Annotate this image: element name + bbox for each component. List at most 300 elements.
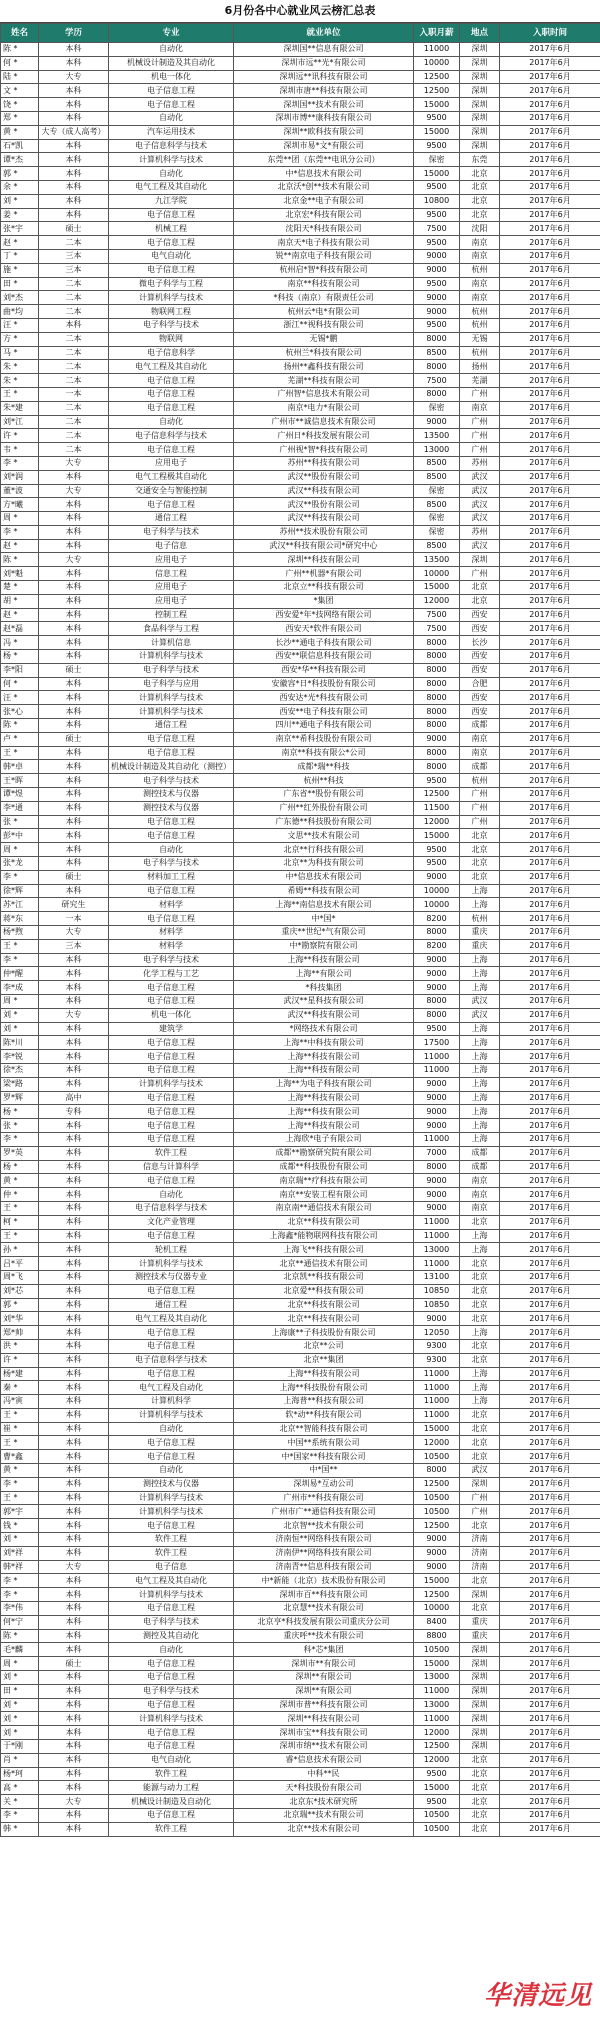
cell-salary: 10850 — [414, 1298, 460, 1312]
cell-major: 电子信息工程 — [109, 912, 234, 926]
cell-major: 自动化 — [109, 43, 234, 57]
cell-company: 北京**集团 — [234, 1353, 414, 1367]
cell-company: 深圳市远**光*有限公司 — [234, 56, 414, 70]
cell-name: 姜 * — [1, 208, 39, 222]
cell-name: 谭*煜 — [1, 788, 39, 802]
cell-name: 李 * — [1, 953, 39, 967]
cell-major: 交通安全与智能控制 — [109, 484, 234, 498]
cell-salary: 17500 — [414, 1036, 460, 1050]
cell-location: 西安 — [460, 650, 500, 664]
cell-education: 本科 — [39, 1615, 109, 1629]
cell-salary: 9000 — [414, 1312, 460, 1326]
cell-company: 杭州云*电*有限公司 — [234, 305, 414, 319]
cell-company: 广东省**股份有限公司 — [234, 788, 414, 802]
cell-salary: 15000 — [414, 98, 460, 112]
cell-company: 中*信息技术有限公司 — [234, 167, 414, 181]
cell-major: 控制工程 — [109, 608, 234, 622]
table-row — [1, 1436, 600, 1450]
cell-name: 杨 * — [1, 650, 39, 664]
cell-company: 四川**通电子科技有限公司 — [234, 719, 414, 733]
cell-location: 北京 — [460, 594, 500, 608]
cell-name: 许 * — [1, 429, 39, 443]
cell-date: 2017年6月 — [500, 1505, 600, 1519]
cell-date: 2017年6月 — [500, 443, 600, 457]
cell-major: 电子信息科学与技术 — [109, 1201, 234, 1215]
cell-major: 电子信息科学 — [109, 346, 234, 360]
cell-name: 罗*英 — [1, 1146, 39, 1160]
cell-education: 硕士 — [39, 222, 109, 236]
cell-education: 硕士 — [39, 870, 109, 884]
cell-major: 电子信息工程 — [109, 236, 234, 250]
cell-location: 深圳 — [460, 1684, 500, 1698]
cell-salary: 保密 — [414, 484, 460, 498]
cell-major: 计算机科学与技术 — [109, 1077, 234, 1091]
cell-company: 北京金**电子有限公司 — [234, 194, 414, 208]
table-row — [1, 953, 600, 967]
cell-location: 深圳 — [460, 1643, 500, 1657]
cell-education: 本科 — [39, 650, 109, 664]
cell-major: 计算机科学与技术 — [109, 705, 234, 719]
cell-company: 西安**电子科技有限公司 — [234, 705, 414, 719]
cell-location: 广州 — [460, 801, 500, 815]
cell-name: 张*心 — [1, 705, 39, 719]
table-row — [1, 567, 600, 581]
cell-date: 2017年6月 — [500, 318, 600, 332]
cell-major: 电子信息工程 — [109, 1671, 234, 1685]
cell-date: 2017年6月 — [500, 1588, 600, 1602]
cell-location: 深圳 — [460, 1740, 500, 1754]
cell-major: 电子科学与技术 — [109, 1615, 234, 1629]
cell-location: 深圳 — [460, 1712, 500, 1726]
table-row — [1, 429, 600, 443]
cell-salary: 9000 — [414, 1105, 460, 1119]
cell-date: 2017年6月 — [500, 815, 600, 829]
cell-education: 二本 — [39, 443, 109, 457]
cell-company: 希姆**科技有限公司 — [234, 884, 414, 898]
cell-date: 2017年6月 — [500, 912, 600, 926]
cell-location: 武汉 — [460, 1464, 500, 1478]
cell-location: 济南 — [460, 1560, 500, 1574]
cell-salary: 9500 — [414, 139, 460, 153]
cell-education: 本科 — [39, 1243, 109, 1257]
cell-location: 南京 — [460, 291, 500, 305]
cell-company: 深圳**科技有限公司 — [234, 553, 414, 567]
cell-company: 深圳市普**科技有限公司 — [234, 1698, 414, 1712]
cell-name: 于*刚 — [1, 1740, 39, 1754]
table-row — [1, 719, 600, 733]
cell-company: 北京**科技有限公司 — [234, 1312, 414, 1326]
cell-name: 王 * — [1, 939, 39, 953]
cell-date: 2017年6月 — [500, 1422, 600, 1436]
cell-date: 2017年6月 — [500, 705, 600, 719]
cell-location: 南京 — [460, 1174, 500, 1188]
cell-education: 本科 — [39, 774, 109, 788]
cell-major: 计算机科学与技术 — [109, 1505, 234, 1519]
cell-company: 中*国* — [234, 912, 414, 926]
cell-education: 本科 — [39, 1505, 109, 1519]
cell-date: 2017年6月 — [500, 470, 600, 484]
cell-major: 计算机科学与技术 — [109, 1491, 234, 1505]
cell-education: 高中 — [39, 1091, 109, 1105]
cell-education: 硕士 — [39, 1657, 109, 1671]
cell-company: 上海**科技有限公司 — [234, 1050, 414, 1064]
cell-company: 武汉**股份有限公司 — [234, 470, 414, 484]
cell-location: 深圳 — [460, 70, 500, 84]
cell-date: 2017年6月 — [500, 1546, 600, 1560]
cell-name: 李*伟 — [1, 1602, 39, 1616]
cell-education: 本科 — [39, 1174, 109, 1188]
cell-major: 计算机科学与技术 — [109, 153, 234, 167]
cell-name: 陈 * — [1, 1629, 39, 1643]
cell-company: 北京亨*科技发展有限公司重庆分公司 — [234, 1615, 414, 1629]
cell-company: 深圳**有限公司 — [234, 1671, 414, 1685]
cell-name: 胡 * — [1, 594, 39, 608]
cell-salary: 8000 — [414, 746, 460, 760]
cell-company: 成都*瑞**科技 — [234, 760, 414, 774]
cell-location: 北京 — [460, 1353, 500, 1367]
cell-company: 芜湖**科技有限公司 — [234, 374, 414, 388]
cell-date: 2017年6月 — [500, 305, 600, 319]
cell-company: 北京**为科技有限公司 — [234, 857, 414, 871]
cell-name: 李*通 — [1, 801, 39, 815]
cell-company: 软*动**科技有限公司 — [234, 1408, 414, 1422]
cell-education: 本科 — [39, 470, 109, 484]
cell-major: 计算机科学与技术 — [109, 1588, 234, 1602]
cell-name: 陈*川 — [1, 1036, 39, 1050]
cell-major: 通信工程 — [109, 719, 234, 733]
cell-education: 本科 — [39, 705, 109, 719]
cell-major: 电子信息工程 — [109, 1229, 234, 1243]
cell-company: 广东德**科技股份有限公司 — [234, 815, 414, 829]
cell-salary: 10850 — [414, 1284, 460, 1298]
cell-location: 深圳 — [460, 125, 500, 139]
cell-company: 南京瑞**疗科技有限公司 — [234, 1174, 414, 1188]
cell-name: 刘 * — [1, 1698, 39, 1712]
cell-major: 电子信息工程 — [109, 498, 234, 512]
table-row — [1, 249, 600, 263]
cell-name: 刘*芯 — [1, 1284, 39, 1298]
table-row — [1, 1022, 600, 1036]
cell-education: 二本 — [39, 346, 109, 360]
cell-name: 陈 * — [1, 719, 39, 733]
cell-location: 广州 — [460, 429, 500, 443]
cell-location: 北京 — [460, 1408, 500, 1422]
cell-date: 2017年6月 — [500, 43, 600, 57]
cell-major: 电子信息工程 — [109, 1091, 234, 1105]
table-row — [1, 939, 600, 953]
cell-education: 本科 — [39, 1822, 109, 1836]
cell-major: 电子信息工程 — [109, 1132, 234, 1146]
cell-education: 本科 — [39, 981, 109, 995]
cell-name: 陆 * — [1, 70, 39, 84]
cell-salary: 10500 — [414, 1643, 460, 1657]
cell-salary: 9500 — [414, 1022, 460, 1036]
cell-major: 电子信息科学与技术 — [109, 1353, 234, 1367]
table-row — [1, 1326, 600, 1340]
cell-salary: 9500 — [414, 318, 460, 332]
cell-name: 卢 * — [1, 732, 39, 746]
cell-name: 丁 * — [1, 249, 39, 263]
cell-major: 电子信息工程 — [109, 746, 234, 760]
cell-name: 曲*均 — [1, 305, 39, 319]
employment-table — [0, 23, 600, 1837]
table-row — [1, 1629, 600, 1643]
cell-salary: 11000 — [414, 1712, 460, 1726]
cell-company: 深圳易*互动公司 — [234, 1477, 414, 1491]
cell-name: 杨*建 — [1, 1367, 39, 1381]
cell-location: 深圳 — [460, 1588, 500, 1602]
cell-date: 2017年6月 — [500, 512, 600, 526]
cell-name: 王 * — [1, 1229, 39, 1243]
cell-major: 机电一体化 — [109, 70, 234, 84]
cell-date: 2017年6月 — [500, 857, 600, 871]
cell-company: 上海**为电子科技有限公司 — [234, 1077, 414, 1091]
cell-salary: 9300 — [414, 1339, 460, 1353]
cell-major: 电子信息工程 — [109, 1105, 234, 1119]
cell-education: 本科 — [39, 636, 109, 650]
cell-company: 上海**科技有限公司 — [234, 1063, 414, 1077]
cell-name: 罗*辉 — [1, 1091, 39, 1105]
cell-education: 二本 — [39, 429, 109, 443]
cell-date: 2017年6月 — [500, 1050, 600, 1064]
cell-location: 南京 — [460, 1201, 500, 1215]
cell-salary: 9000 — [414, 1546, 460, 1560]
cell-major: 应用电子 — [109, 594, 234, 608]
cell-location: 西安 — [460, 622, 500, 636]
cell-major: 电气工程及其自动化 — [109, 1574, 234, 1588]
cell-salary: 9500 — [414, 857, 460, 871]
cell-major: 电气工程极其自动化 — [109, 470, 234, 484]
cell-location: 杭州 — [460, 263, 500, 277]
cell-company: 上海**中科技有限公司 — [234, 1036, 414, 1050]
cell-name: 何 * — [1, 677, 39, 691]
cell-location: 广州 — [460, 567, 500, 581]
cell-major: 软件工程 — [109, 1146, 234, 1160]
cell-education: 大专 — [39, 1795, 109, 1809]
cell-date: 2017年6月 — [500, 1229, 600, 1243]
cell-education: 大专 — [39, 1008, 109, 1022]
cell-location: 北京 — [460, 194, 500, 208]
cell-salary: 10500 — [414, 1450, 460, 1464]
cell-name: 刘 * — [1, 1022, 39, 1036]
cell-location: 重庆 — [460, 939, 500, 953]
cell-name: 刘*江 — [1, 415, 39, 429]
cell-salary: 9000 — [414, 967, 460, 981]
cell-date: 2017年6月 — [500, 1643, 600, 1657]
cell-salary: 9500 — [414, 277, 460, 291]
cell-salary: 8400 — [414, 1615, 460, 1629]
cell-name: 方 * — [1, 332, 39, 346]
cell-date: 2017年6月 — [500, 1257, 600, 1271]
cell-name: 蒋*东 — [1, 912, 39, 926]
cell-name: 董*波 — [1, 484, 39, 498]
cell-company: 深圳**有限公司 — [234, 1684, 414, 1698]
cell-company: 天*科技股份有限公司 — [234, 1781, 414, 1795]
cell-location: 北京 — [460, 1781, 500, 1795]
cell-date: 2017年6月 — [500, 484, 600, 498]
cell-education: 本科 — [39, 1298, 109, 1312]
cell-date: 2017年6月 — [500, 180, 600, 194]
cell-major: 电子科学与技术 — [109, 525, 234, 539]
cell-location: 北京 — [460, 1312, 500, 1326]
cell-salary: 8000 — [414, 387, 460, 401]
cell-company: 北京立**科技有限公司 — [234, 581, 414, 595]
table-row — [1, 1146, 600, 1160]
cell-salary: 8500 — [414, 346, 460, 360]
table-row — [1, 1643, 600, 1657]
cell-education: 硕士 — [39, 732, 109, 746]
cell-date: 2017年6月 — [500, 608, 600, 622]
cell-date: 2017年6月 — [500, 1105, 600, 1119]
cell-salary: 9000 — [414, 953, 460, 967]
cell-date: 2017年6月 — [500, 719, 600, 733]
table-row — [1, 1795, 600, 1809]
cell-name: 李*成 — [1, 981, 39, 995]
cell-location: 上海 — [460, 1105, 500, 1119]
cell-education: 本科 — [39, 1077, 109, 1091]
cell-name: 郭 * — [1, 167, 39, 181]
cell-salary: 11000 — [414, 1257, 460, 1271]
cell-education: 本科 — [39, 1215, 109, 1229]
cell-company: 杭州兰*科技有限公司 — [234, 346, 414, 360]
table-row — [1, 884, 600, 898]
cell-salary: 10500 — [414, 1822, 460, 1836]
cell-salary: 8200 — [414, 939, 460, 953]
cell-location: 深圳 — [460, 1698, 500, 1712]
table-row — [1, 829, 600, 843]
cell-date: 2017年6月 — [500, 1022, 600, 1036]
cell-major: 电子科学与技术 — [109, 953, 234, 967]
cell-location: 南京 — [460, 249, 500, 263]
table-row — [1, 387, 600, 401]
cell-location: 深圳 — [460, 1477, 500, 1491]
cell-salary: 11500 — [414, 801, 460, 815]
table-row — [1, 636, 600, 650]
cell-education: 专科 — [39, 1105, 109, 1119]
cell-name: 刘 * — [1, 1671, 39, 1685]
table-row — [1, 1367, 600, 1381]
cell-major: 机械设计制造及自动化 — [109, 1795, 234, 1809]
table-row — [1, 1464, 600, 1478]
cell-salary: 12000 — [414, 1753, 460, 1767]
cell-location: 重庆 — [460, 1629, 500, 1643]
table-row — [1, 1781, 600, 1795]
cell-date: 2017年6月 — [500, 1312, 600, 1326]
cell-date: 2017年6月 — [500, 829, 600, 843]
table-row — [1, 1063, 600, 1077]
table-row — [1, 1091, 600, 1105]
cell-company: 重庆呼**技术有限公司 — [234, 1629, 414, 1643]
cell-location: 北京 — [460, 843, 500, 857]
table-row — [1, 98, 600, 112]
cell-location: 南京 — [460, 732, 500, 746]
cell-name: 谭*杰 — [1, 153, 39, 167]
cell-name: 黄 * — [1, 1174, 39, 1188]
cell-salary: 8000 — [414, 1008, 460, 1022]
cell-name: 田 * — [1, 1684, 39, 1698]
cell-company: 北京瑞**技术有限公司 — [234, 1809, 414, 1823]
cell-major: 自动化 — [109, 415, 234, 429]
cell-major: 电子信息工程 — [109, 1036, 234, 1050]
cell-salary: 保密 — [414, 525, 460, 539]
cell-location: 成都 — [460, 719, 500, 733]
cell-salary: 9500 — [414, 111, 460, 125]
cell-education: 研究生 — [39, 898, 109, 912]
cell-salary: 11000 — [414, 1229, 460, 1243]
cell-company: 深圳国**信息有限公司 — [234, 43, 414, 57]
cell-date: 2017年6月 — [500, 732, 600, 746]
cell-company: 沈阳天*科技有限公司 — [234, 222, 414, 236]
table-body — [1, 43, 600, 1837]
cell-salary: 10000 — [414, 567, 460, 581]
cell-major: 软件工程 — [109, 1533, 234, 1547]
cell-location: 北京 — [460, 1339, 500, 1353]
table-row — [1, 1339, 600, 1353]
cell-location: 广州 — [460, 1505, 500, 1519]
cell-salary: 13500 — [414, 553, 460, 567]
cell-name: 洪 * — [1, 1339, 39, 1353]
table-row — [1, 1519, 600, 1533]
cell-major: 电气自动化 — [109, 1753, 234, 1767]
cell-major: 电子信息工程 — [109, 387, 234, 401]
cell-date: 2017年6月 — [500, 194, 600, 208]
cell-education: 本科 — [39, 1353, 109, 1367]
table-row — [1, 525, 600, 539]
table-row — [1, 318, 600, 332]
cell-education: 本科 — [39, 512, 109, 526]
cell-education: 本科 — [39, 1726, 109, 1740]
cell-education: 本科 — [39, 1740, 109, 1754]
cell-company: 南京*电力*有限公司 — [234, 401, 414, 415]
cell-major: 材料加工工程 — [109, 870, 234, 884]
cell-salary: 12500 — [414, 1519, 460, 1533]
cell-education: 本科 — [39, 498, 109, 512]
cell-name: 秦 * — [1, 1381, 39, 1395]
table-row — [1, 594, 600, 608]
cell-education: 本科 — [39, 594, 109, 608]
cell-major: 自动化 — [109, 111, 234, 125]
cell-location: 北京 — [460, 167, 500, 181]
cell-salary: 8000 — [414, 691, 460, 705]
cell-company: 中*新能（北京）技术股份有限公司 — [234, 1574, 414, 1588]
cell-major: 九江学院 — [109, 194, 234, 208]
cell-salary: 9000 — [414, 1188, 460, 1202]
cell-location: 北京 — [460, 581, 500, 595]
table-row — [1, 360, 600, 374]
cell-major: 计算机科学与技术 — [109, 291, 234, 305]
cell-company: 广州**机器*有限公司 — [234, 567, 414, 581]
cell-name: 关 * — [1, 1795, 39, 1809]
cell-salary: 13000 — [414, 1671, 460, 1685]
cell-salary: 9000 — [414, 1201, 460, 1215]
cell-education: 本科 — [39, 194, 109, 208]
cell-salary: 9000 — [414, 1091, 460, 1105]
table-row — [1, 1602, 600, 1616]
cell-salary: 8000 — [414, 650, 460, 664]
cell-salary: 7500 — [414, 608, 460, 622]
cell-education: 本科 — [39, 167, 109, 181]
cell-education: 本科 — [39, 622, 109, 636]
cell-salary: 12000 — [414, 1726, 460, 1740]
table-row — [1, 125, 600, 139]
cell-salary: 15000 — [414, 1422, 460, 1436]
cell-location: 北京 — [460, 829, 500, 843]
cell-name: 李 * — [1, 1477, 39, 1491]
cell-date: 2017年6月 — [500, 1119, 600, 1133]
cell-date: 2017年6月 — [500, 1215, 600, 1229]
cell-major: 材料学 — [109, 939, 234, 953]
cell-major: 软件工程 — [109, 1767, 234, 1781]
